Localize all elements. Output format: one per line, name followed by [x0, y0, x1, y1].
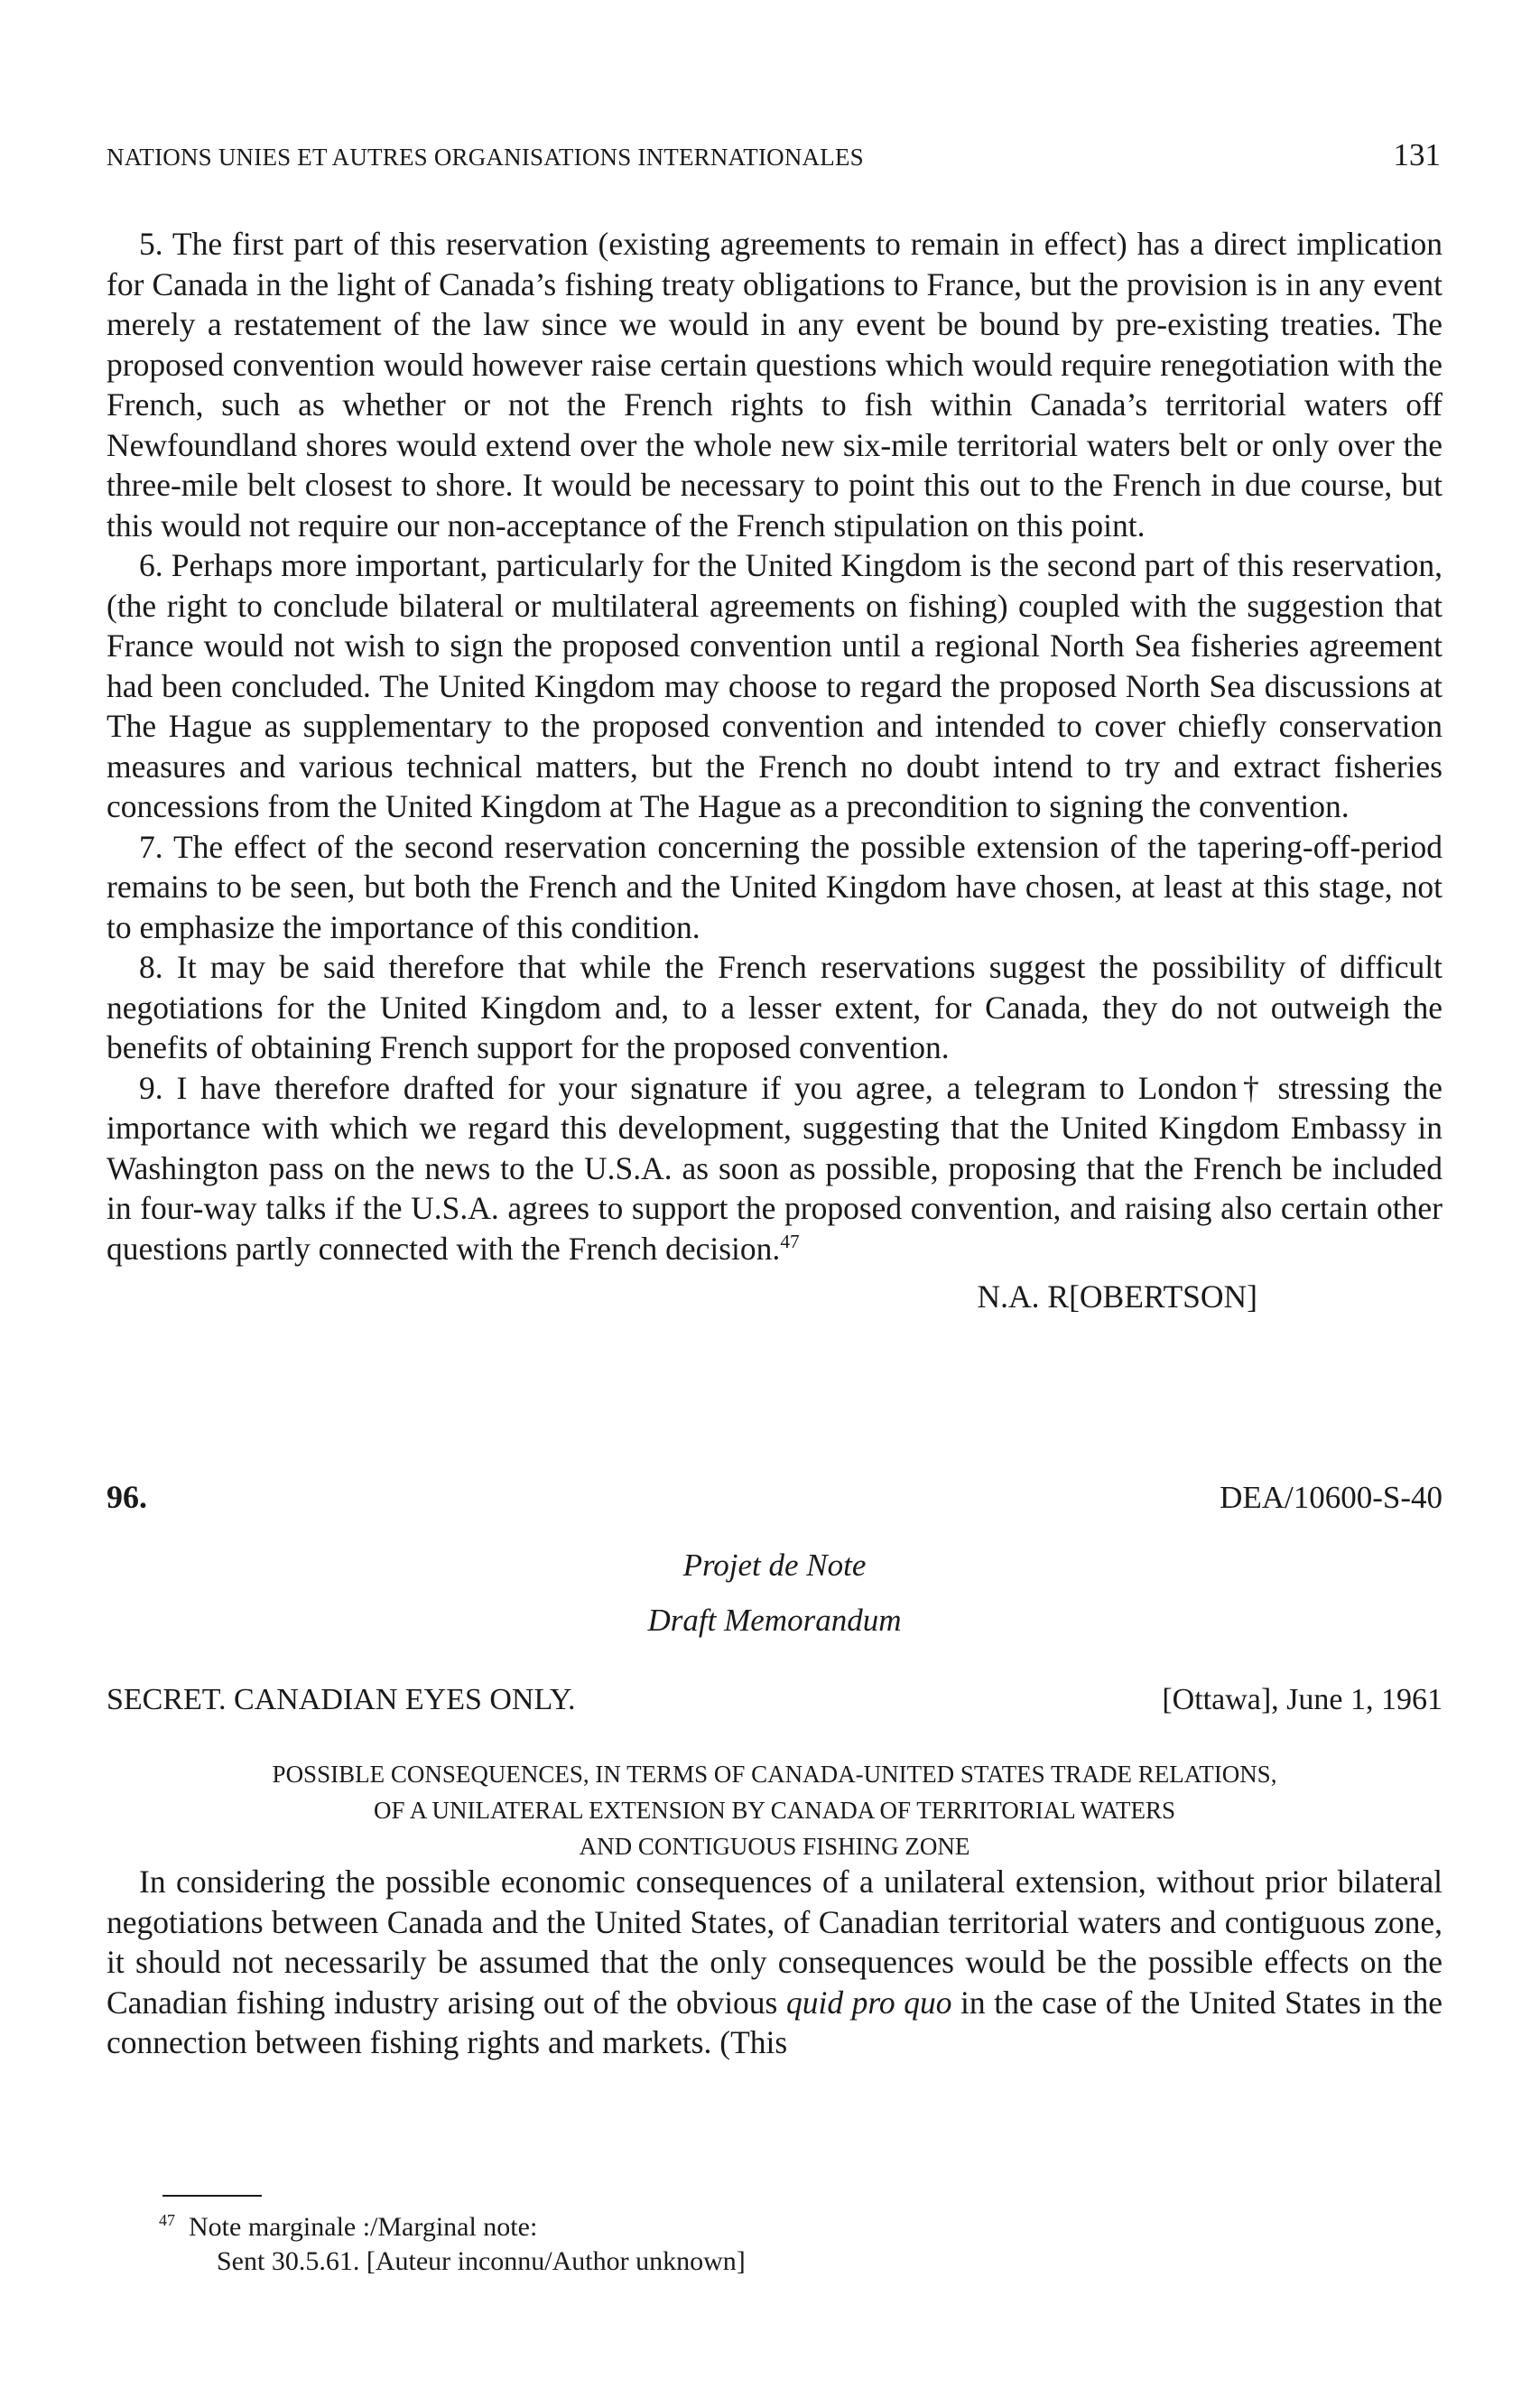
paragraph-5: 5. The first part of this reservation (existing agreements to remain in effect) has a direct implication for Canada in the light of Canada’s fishing treaty obligations to France, but the provision is in any event merely a restatement of the law since we would in any event be bound by pre-existing treaties. The proposed convention would however raise certain questions which would require renegotiation with the French, such as whether or not the French rights to fish within Canada’s territorial waters off Newfoundland shores would extend over the whole new six-mile territorial waters belt or only over the three-mile belt closest to shore. It would be necessary to point this out to the French in due course, but this would not require our non-acceptance of the French stipulation on this point.	[107, 226, 1443, 544]
memorandum-body	[107, 1862, 1443, 2063]
footnote-divider	[162, 2195, 262, 2197]
document-titles	[107, 1538, 1443, 1648]
title-french: Projet de Note	[682, 1548, 867, 1583]
subject-line: OF A UNILATERAL EXTENSION BY CANADA OF TERRITORIAL WATERS	[373, 1797, 1176, 1824]
footnote-reference[interactable]: 47	[780, 1230, 800, 1252]
title-english: Draft Memorandum	[647, 1603, 902, 1638]
footnote-line	[159, 2210, 746, 2245]
memorandum-paragraph	[107, 1862, 1443, 2063]
paragraph-7: 7. The effect of the second reservation concerning the possible extension of the tapering-off-period remains to be seen, but both the French and the United Kingdom have chosen, at least at this stage, not to emphasize the importance of this condition.	[107, 828, 1443, 945]
document-heading	[107, 1478, 1443, 1516]
subject-line: AND CONTIGUOUS FISHING ZONE	[579, 1833, 970, 1860]
paragraph-8: 8. It may be said therefore that while the French reservations suggest the possibility of difficult negotiations for the United Kingdom and, to a lesser extent, for Canada, they do not outweigh the benefits of obtaining French support for the proposed convention.	[107, 949, 1443, 1065]
running-header	[107, 137, 1441, 173]
signature: N.A. R[OBERTSON]	[977, 1278, 1257, 1315]
subject-heading	[107, 1756, 1443, 1864]
italic-phrase: quid pro quo	[785, 1984, 952, 2021]
paragraph-6: 6. Perhaps more important, particularly for the United Kingdom is the second part of this reservation, (the right to conclude bilateral or multilateral agreements on fishing) coupled with the suggestion that France would not wish to sign the proposed convention until a regional North Sea fisheries agreement had been concluded. The United Kingdom may choose to regard the proposed North Sea discussions at The Hague as supplementary to the proposed convention and intended to cover chiefly conservation measures and various technical matters, but the French no doubt intend to try and extract fisheries concessions from the United Kingdom at The Hague as a precondition to signing the convention.	[107, 547, 1443, 824]
page-number: 131	[1393, 137, 1441, 172]
footnote	[159, 2210, 746, 2279]
running-title: NATIONS UNIES ET AUTRES ORGANISATIONS INTERNATIONALES	[107, 144, 864, 171]
document-reference: DEA/10600-S-40	[1220, 1480, 1443, 1515]
paragraph-text-continued: in the case of the United States in the connection between fishing rights and markets. (This	[107, 1984, 1443, 2060]
paragraph-9-text: 9. I have therefore drafted for your signature if you agree, a telegram to London† stressing the importance with which we regard this development, suggesting that the United Kingdom Embassy in Washington pass on the news to the U.S.A. as soon as possible, proposing that the French be included in four-way talks if the U.S.A. agrees to support the proposed convention, and raising also certain other questions partly connected with the French decision.	[107, 1069, 1443, 1267]
footnote-line-1: Note marginale :/Marginal note:	[189, 2212, 538, 2242]
document-meta	[107, 1683, 1443, 1717]
place-date: [Ottawa], June 1, 1961	[1162, 1683, 1443, 1716]
memo-body	[107, 224, 1443, 1317]
paragraph-text: In considering the possible economic consequences of a unilateral extension, without prior bilateral negotiations between Canada and the United States, of Canadian territorial waters and contiguous zone, it should not necessarily be assumed that the only consequences would be the possible effects on the Canadian fishing industry arising out of the obvious	[107, 1864, 1443, 2021]
document-number: 96.	[107, 1479, 147, 1515]
footnote-number: 47	[159, 2211, 175, 2229]
subject-line: POSSIBLE CONSEQUENCES, IN TERMS OF CANADA-UNITED STATES TRADE RELATIONS,	[272, 1761, 1277, 1788]
footnote-line-2: Sent 30.5.61. [Auteur inconnu/Author unknown]	[217, 2246, 746, 2276]
classification: SECRET. CANADIAN EYES ONLY.	[107, 1683, 576, 1716]
paragraph-9	[107, 1068, 1443, 1269]
